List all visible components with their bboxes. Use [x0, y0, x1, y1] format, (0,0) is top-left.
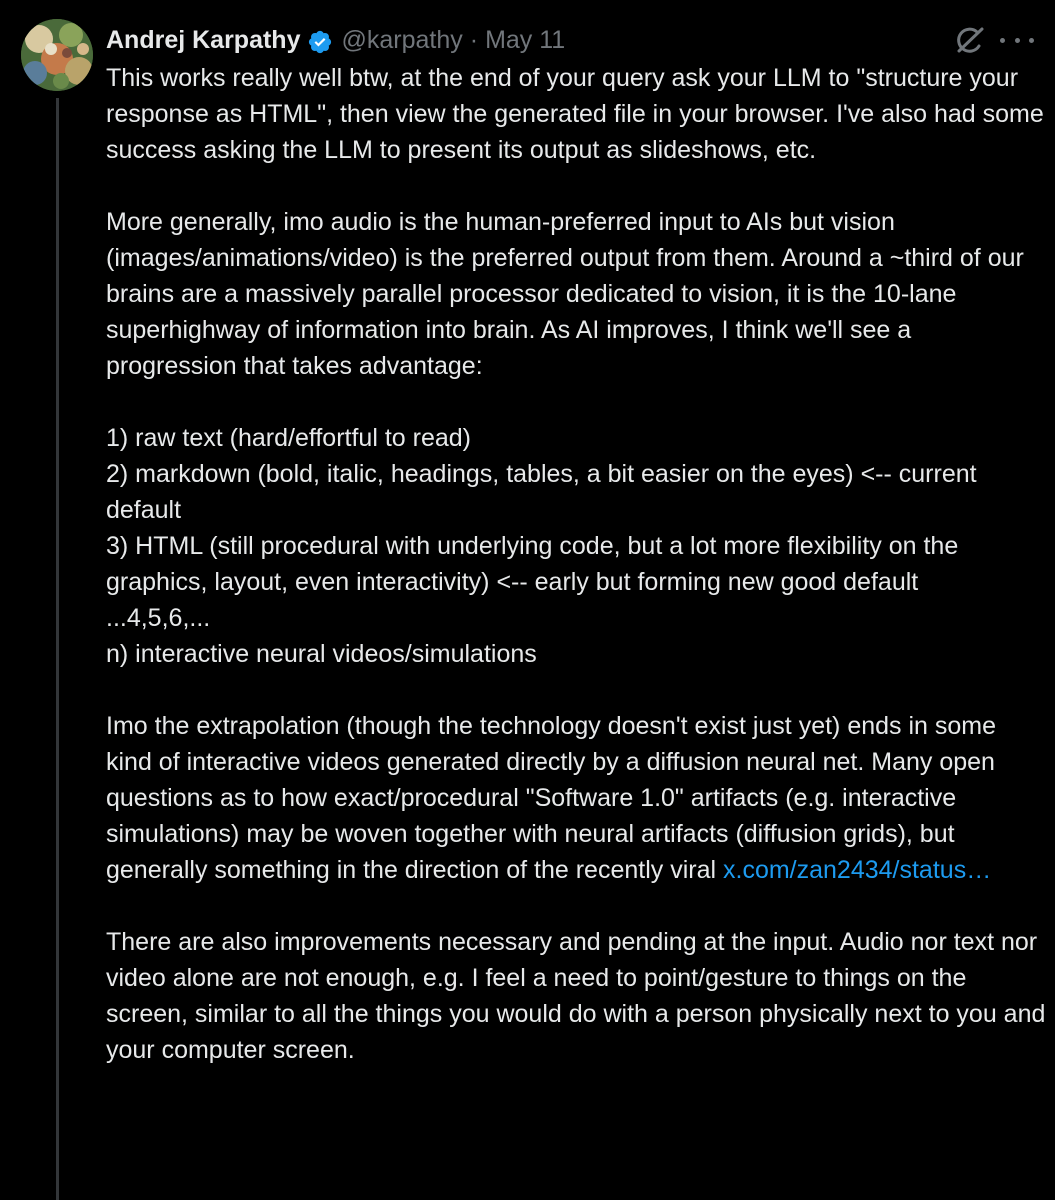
tweet-body	[106, 60, 1046, 1104]
tweet-date[interactable]: May 11	[485, 26, 566, 54]
thread-line	[56, 98, 59, 1200]
more-dot	[1029, 38, 1034, 43]
tweet-header	[106, 20, 565, 60]
separator-dot: ·	[469, 26, 479, 54]
tweet-paragraph: There are also improvements necessary and pending at the input. Audio nor text nor video alone are not enough, e.g. I feel a need to point/gesture to things on the screen, similar to all the things you would do with a person physically next to you and your computer screen.	[106, 928, 1046, 1064]
author-display-name[interactable]: Andrej Karpathy	[106, 26, 301, 54]
grok-icon[interactable]	[954, 24, 986, 56]
paragraph-text: Imo the extrapolation (though the technology doesn't exist just yet) ends in some kind of interactive videos generated directly by a diffusion neural net. Many open questions as to how exact/procedural "Software 1.0" artifacts (e.g. interactive simulations) may be woven together with neural artifacts (diffusion grids), but generally something in the direction of the recently viral	[106, 712, 997, 884]
tweet-paragraph: More generally, imo audio is the human-preferred input to AIs but vision (images/animations/video) is the preferred output from them. Around a ~third of our brains are a massively parallel processor dedicated to vision, it is the 10-lane superhighway of information into brain. As AI improves, I think we'll see a progression that takes advantage:	[106, 208, 1024, 380]
more-options-icon[interactable]	[1000, 26, 1034, 54]
status-link[interactable]: x.com/zan2434/status…	[723, 856, 992, 884]
author-handle[interactable]: @karpathy	[341, 26, 463, 54]
tweet-paragraph-with-link	[106, 708, 1046, 888]
more-dot	[1015, 38, 1020, 43]
verified-badge-icon	[307, 27, 333, 53]
tweet-paragraph: This works really well btw, at the end of your query ask your LLM to "structure your response as HTML", then view the generated file in your browser. I've also had some success asking the LLM to present its output as slideshows, etc.	[106, 64, 1044, 164]
tweet-paragraph: 1) raw text (hard/effortful to read) 2) markdown (bold, italic, headings, tables, a bit easier on the eyes) <-- current default 3) HTML (still procedural with underlying code, but a lot more flexibility on the graphics, layout, even interactivity) <-- early but forming new good default ...4,5,6,... n) interactive neural videos/simulations	[106, 424, 977, 668]
more-dot	[1000, 38, 1005, 43]
author-avatar[interactable]	[21, 19, 93, 91]
